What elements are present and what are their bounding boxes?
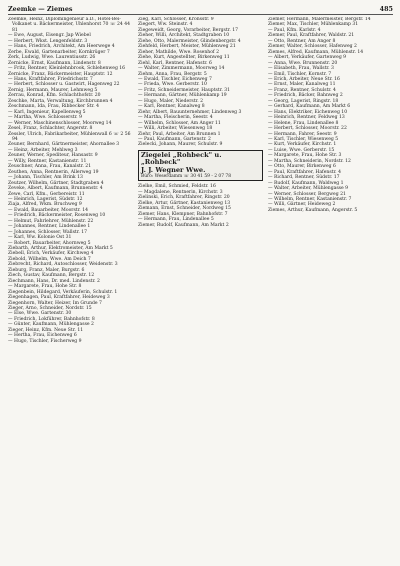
directory-entry: Zeuschner, Anna, Frau, Kanalstr. 21 — [8, 164, 92, 170]
directory-entry: Ziebold, Wilhelm, Wwe. Am Deich 7 — [8, 256, 91, 262]
directory-entry: — Ewald, Bauarbeiter, Moorstr. 14 — [8, 207, 88, 213]
directory-entry: — Ewald, Tischler, Eichenweg 7 — [138, 76, 212, 82]
directory-entry: — Heinrich, Lagerist, Südstr. 12 — [8, 196, 83, 202]
directory-entry: — Herbert, Wkst. Lengenfeldstr. 3 — [8, 38, 88, 44]
directory-entry: Zeuner, Bernhard, Gärtnermeister, Ahornallee 3 — [8, 142, 120, 148]
directory-entry: Ziebarth, Arthur, Elektromeister, Am Markt 5 — [8, 246, 113, 252]
directory-entry: — Frieda, Wwe. Gerberstr. 10 — [138, 82, 207, 88]
directory-entry: — Heinrich, Rentner, Feldweg 13 — [268, 115, 345, 121]
directory-entry: Zieger, Heinz, Kfm. Neue Str. 11 — [8, 327, 84, 333]
directory-entry: — Willy, Rentner, Kastanienstr. 11 — [8, 158, 87, 164]
directory-entry: — Walter, Zimmermann, Moorweg 14 — [138, 66, 225, 72]
directory-entry: — Robert, Bauarbeiter, Ahornweg 5 — [8, 240, 91, 246]
directory-entry: — Hertha, Frau, Eichenweg 6 — [8, 333, 77, 339]
directory-entry: Zernicke, Ernst, Kaufmann, Lindenstr. 8 — [8, 60, 101, 66]
directory-entry: — Willi, Arbeiter, Wiesenweg 18 — [138, 126, 213, 132]
page-header — [8, 5, 393, 15]
directory-entry: Zielke, Emil, Schmied, Feldstr. 16 — [138, 184, 216, 190]
directory-entry: — Hans, Kraftfahrer, Friedrichsstr. 7 — [8, 76, 93, 82]
directory-entry: — Fritz, Schneidermeister, Hauptstr. 31 — [138, 87, 231, 93]
directory-entry: Zerbe, Ewald, Gartenarbeiter, Kornkrüger 7 — [8, 49, 110, 55]
directory-entry: Zeveke, Albert, Kaufmann, Brunnenstr. 4 — [8, 186, 103, 192]
directory-entry: Ziemer, Paul, Kraftfahrer, Waldstr. 21 — [268, 33, 355, 39]
directory-entry: — Karl, Ww. Kolonie Ost 31 — [8, 235, 72, 241]
directory-entry: — Georg, Lagerist, Ringstr. 18 — [268, 98, 339, 104]
directory-entry: Zieg, Karl, Schlosser, Kronsstr. 9 — [138, 17, 214, 22]
directory-entry: Ziemer, Hans, Klempner, Bahnhofstr. 7 — [138, 211, 228, 217]
directory-entry: Zernig, Hermann, Maurer, Lehmweg 5 — [8, 87, 98, 93]
directory-entry: Zielke, Artur, Gärtner, Kastanienweg 13 — [138, 200, 231, 206]
directory-entry: Zeuner, Werner, Spediteur, Hansastr. 9 — [8, 153, 98, 159]
directory-entry: — Martha, Wwe. Schlosserstr. 9 — [8, 115, 82, 121]
directory-entry: — Hans, Friedrich, Architekt, Am Heerwege 4 — [8, 44, 115, 50]
directory-entry: — Paul, Kraftfahrer, Hafenstr. 4 — [268, 169, 341, 175]
directory-entry: — Hans, Elektriker, Eichenweg 10 — [268, 109, 348, 115]
directory-entry: Zieher, Willi, Architekt, Stadtgraben 10 — [138, 33, 230, 39]
directory-entry: Zeemke, Heinz, Diplomingenieur a.D., Hotel-Bei-Volkanet u. Bäckermeister, Uhlenhorst 70 ☏ 24 44 81 — [8, 17, 130, 33]
directory-entry: Ziemer, Rudolf, Kaufmann, Am Markt 2 — [138, 222, 229, 228]
directory-entry: — Herbert, Schlosser, Moorstr. 22 — [268, 126, 347, 132]
directory-entry: — Heinz, Arbeiter, Mehlweg 3 — [8, 147, 78, 153]
directory-entry: Ziehm, Anna, Frau, Bergstr. 5 — [138, 71, 207, 77]
directory-entry: Ziehe, Otto, Malermeister, Glindenbergstr. 4 — [138, 38, 241, 44]
directory-entry: — Johann, Tischler, Am Brink 13 — [8, 175, 83, 181]
directory-entry: — Willi, Gärtner, Heideweg 2 — [268, 202, 336, 208]
column-1 — [8, 17, 133, 557]
directory-entry: Zieher, Mathilde, Wwe. Rosenhof 2 — [138, 49, 219, 55]
directory-entry: Zeuthen, Anna, Rentnerin, Allerweg 19 — [8, 169, 99, 175]
column-3 — [268, 17, 393, 557]
directory-entry: Zewe, Carl, Kfm., Gerbereistr. 11 — [8, 191, 85, 197]
directory-entry: — Karl, Ingenieur, Kapellenweg 5 — [8, 109, 86, 115]
directory-entry: Ziebell, Erich, Verkäufer, Kirchweg 4 — [8, 251, 94, 257]
directory-entry: — Emil, Tischler, Kornstr. 7 — [268, 71, 332, 77]
directory-entry: — Otto, Rentner, Am Anger 8 — [268, 38, 336, 44]
directory-entry: — Luise, Wwe. Gerberstr. 15 — [268, 147, 335, 153]
directory-entry: Zeschke, Marta, Verwaltung, Kirchbrunnen 4 — [8, 98, 113, 104]
directory-entry: — Johannes, Schlosser, Wallstr. 17 — [8, 229, 88, 235]
directory-entry: Zielinski, Erich, Kraftfahrer, Ringstr. 20 — [138, 195, 230, 201]
directory-entry: — Walter, Arbeiter, Mühlengasse 9 — [268, 186, 349, 192]
columns — [8, 17, 393, 557]
directory-entry: Ziehfeld, Herbert, Meister, Mühlenweg 21 — [138, 44, 236, 50]
ad-office-details: Büro: Weserdamm ☏ 30 41 59 - 2 07 78 — [141, 174, 231, 180]
directory-entry: Zieger, Arno, Schneider, Nordstr. 15 — [8, 306, 92, 312]
header-name-range: Zeemke — Ziemes — [8, 5, 73, 13]
directory-entry: — Albert, Verkäufer, Gartenweg 9 — [268, 55, 347, 61]
directory-entry: — Erich, Arbeiter, Neue Str. 16 — [268, 76, 340, 82]
directory-entry: Ziegert, Ww. Steinstr. 4 — [138, 22, 193, 28]
ad-company-name: Ziegelei „Rohbeck" u. „Rohbeck" — [141, 150, 222, 167]
directory-entry: — Hermann, Gärtner, Mühlenkamp 19 — [138, 93, 227, 99]
directory-entry: — Elisabeth, Frau, Wallstr. 3 — [268, 66, 334, 72]
directory-entry: — Ernst, Maler, Kanalweg 11 — [268, 82, 336, 88]
directory-entry: — Paul, Kfm. Karlstr. 4 — [268, 27, 321, 33]
directory-entry: — Wilhelm, Schlosser, Am Anger 11 — [138, 120, 221, 126]
directory-entry: — Wilhelm, Rentner, Kastanienstr. 7 — [268, 196, 352, 202]
directory-entry: Zieburg, Franz, Maler, Burgstr. 6 — [8, 267, 85, 273]
ad-owner-name: J. J. Wegner Wwe. — [141, 165, 206, 174]
directory-entry: Zesel, Franz, Schlachter, Angerstr. 8 — [8, 126, 93, 132]
directory-entry: Zerk, Ludwig, Wwe. Laurentiusstr. 26 — [8, 55, 96, 61]
directory-entry: — Hugo, Tischler, Fischerweg 9 — [8, 338, 82, 344]
directory-entry: Ziehr, Paul, Arbeiter, Am Brunnen 1 — [138, 131, 221, 137]
directory-entry: — Herbert, Schlosser u. Gastwirt, Hagenweg 22 — [8, 82, 120, 88]
directory-entry: — Gerhard, Kaufmann, Am Markt 6 — [268, 104, 351, 110]
directory-entry: — Margarete, Frau, Hohe Str. 8 — [8, 284, 82, 290]
directory-entry: Ziebrecht, Richard, Autoschlosser, Weidenstr. 3 — [8, 262, 118, 268]
directory-entry: Ziegenhagen, Paul, Kraftfahrer, Heideweg 3 — [8, 295, 110, 301]
directory-entry: — Helene, Frau, Lindenallee 8 — [268, 120, 339, 126]
directory-entry: — Paul, Kaufmann, Gartenstr. 2 — [138, 136, 211, 142]
directory-entry: Ziemann, Ernst, Schneider, Nordweg 15 — [138, 206, 231, 212]
directory-entry: Zielecki, Johann, Maurer, Schulstr. 9 — [138, 142, 223, 148]
directory-entry: — Werner, Maschinenschlosser, Moorweg 14 — [8, 120, 112, 126]
directory-entry: — Richard, Rentner, Südstr. 17 — [268, 175, 340, 181]
directory-entry: — Hermann, Fahrer, Seestr. 9 — [268, 131, 337, 137]
directory-entry: — Günter, Kaufmann, Mühlengasse 2 — [8, 322, 94, 328]
directory-entry: Ziemes, Arthur, Kaufmann, Angerstr. 5 — [268, 207, 358, 213]
directory-entry: Ziemer, Max, Tischler, Mühlenkamp 31 — [268, 22, 359, 28]
directory-entry: — Ewe, August, Eisengr. Jap Wiebel — [8, 33, 91, 39]
directory-entry: Ziemes, Alfred, Kaufmann, Mühlenstr. 14 — [268, 49, 364, 55]
directory-entry: Zessler, Ulrich, Fabrikarbeiter, Mühlenwall 6 ☏ 2 56 94 — [8, 131, 131, 142]
directory-entry: — Friedrich, Lokführer, Bahnhofstr. 8 — [8, 316, 95, 322]
directory-entry: — Hermann, Frau, Lindenallee 5 — [138, 217, 214, 223]
directory-entry: — Friedrich, Bäckermeister, Rosenweg 10 — [8, 213, 106, 219]
directory-entry: — Werner, Schlosser, Bergweg 21 — [268, 191, 346, 197]
directory-entry: Ziemer, Hermann, Malermeister, Bergstr. 14 — [268, 17, 371, 22]
directory-entry: — Karl, Tischler, Wiesenweg 5 — [268, 136, 339, 142]
advertisement-box — [138, 150, 263, 182]
directory-entry: Ziegenbein, Hildegard, Verkäuferin, Schulstr. 1 — [8, 289, 118, 295]
directory-entry: Ziemer, Walter, Schlosser, Hafenweg 2 — [268, 44, 357, 50]
directory-entry: — Karl, Rentner, Kanalweg 8 — [138, 104, 205, 110]
directory-entry: Ziechmann, Hans, Dr. med. Lindenstr. 2 — [8, 278, 100, 284]
directory-entry: — Fritz, Rentner, Kleinlehnbrook, Schlehenweg 16 — [8, 66, 126, 72]
directory-entry: — Martha, Schneiderin, Nordstr. 12 — [268, 158, 351, 164]
directory-entry: Ziegenhorn, Walter, Heizer, Im Grunde 7 — [8, 300, 102, 306]
page-number: 485 — [379, 5, 393, 13]
directory-entry: — Margarete, Frau, Hohe Str. 3 — [268, 153, 342, 159]
directory-entry: Zeutzer, Wilhelm, Gärtner, Stadtgraben 4 — [8, 180, 104, 186]
directory-entry: — Kurt, Verkäufer, Kirchstr. 1 — [268, 142, 337, 148]
directory-entry: — Johannes, Rentner, Lindenallee 1 — [8, 224, 91, 230]
directory-entry: — Helmut, Fahrlehrer, Mühlenstr. 22 — [8, 218, 94, 224]
directory-entry: — Hugo, Maler, Niederstr. 2 — [138, 98, 204, 104]
directory-entry: Zerrau, Konrad, Kfm. Schlachthofstr. 20 — [8, 93, 101, 99]
directory-entry: Zeschmann, Ida, Frau, Ribbecker Str. 4 — [8, 104, 99, 110]
directory-entry: Ziaja, Alfred, Wkm. Bruchweg 9 — [8, 202, 82, 208]
directory-entry: Ziech, Gustav, Kaufmann, Bergstr. 12 — [8, 273, 95, 279]
directory-entry: — Rudolf, Kaufmann, Waldweg 1 — [268, 180, 344, 186]
directory-entry: Ziegeweidt, Georg, Vorarbeiter, Bergstr. 17 — [138, 27, 239, 33]
directory-entry: — Franz, Rentner, Schulstr. 4 — [268, 87, 336, 93]
directory-entry: Ziehl, Karl, Rentner, Hafenstr. 6 — [138, 60, 212, 66]
directory-entry: Zernicke, Franz, Bäckermeister, Hauptstr. 12 — [8, 71, 113, 77]
directory-entry: Ziehe, Kurt, Angestellter, Birkenweg 11 — [138, 55, 230, 61]
directory-entry: — Martha, Fleischerin, Seestr. 4 — [138, 115, 213, 121]
directory-entry: Ziehr, Albert, Bauunternehmer, Lindenweg 3 — [138, 109, 242, 115]
column-2 — [138, 17, 263, 557]
directory-entry: — Otto, Maurer, Birkenweg 6 — [268, 164, 336, 170]
directory-entry: — Friedrich, Bäcker, Bahnweg 2 — [268, 93, 343, 99]
directory-entry: — Magdalene, Rentnerin, Kirchstr. 3 — [138, 189, 223, 195]
directory-entry: — Anna, Wwe. Brunnenstr. 20 — [268, 60, 338, 66]
directory-entry: — Else, Wwe. Gartenstr. 30 — [8, 311, 72, 317]
